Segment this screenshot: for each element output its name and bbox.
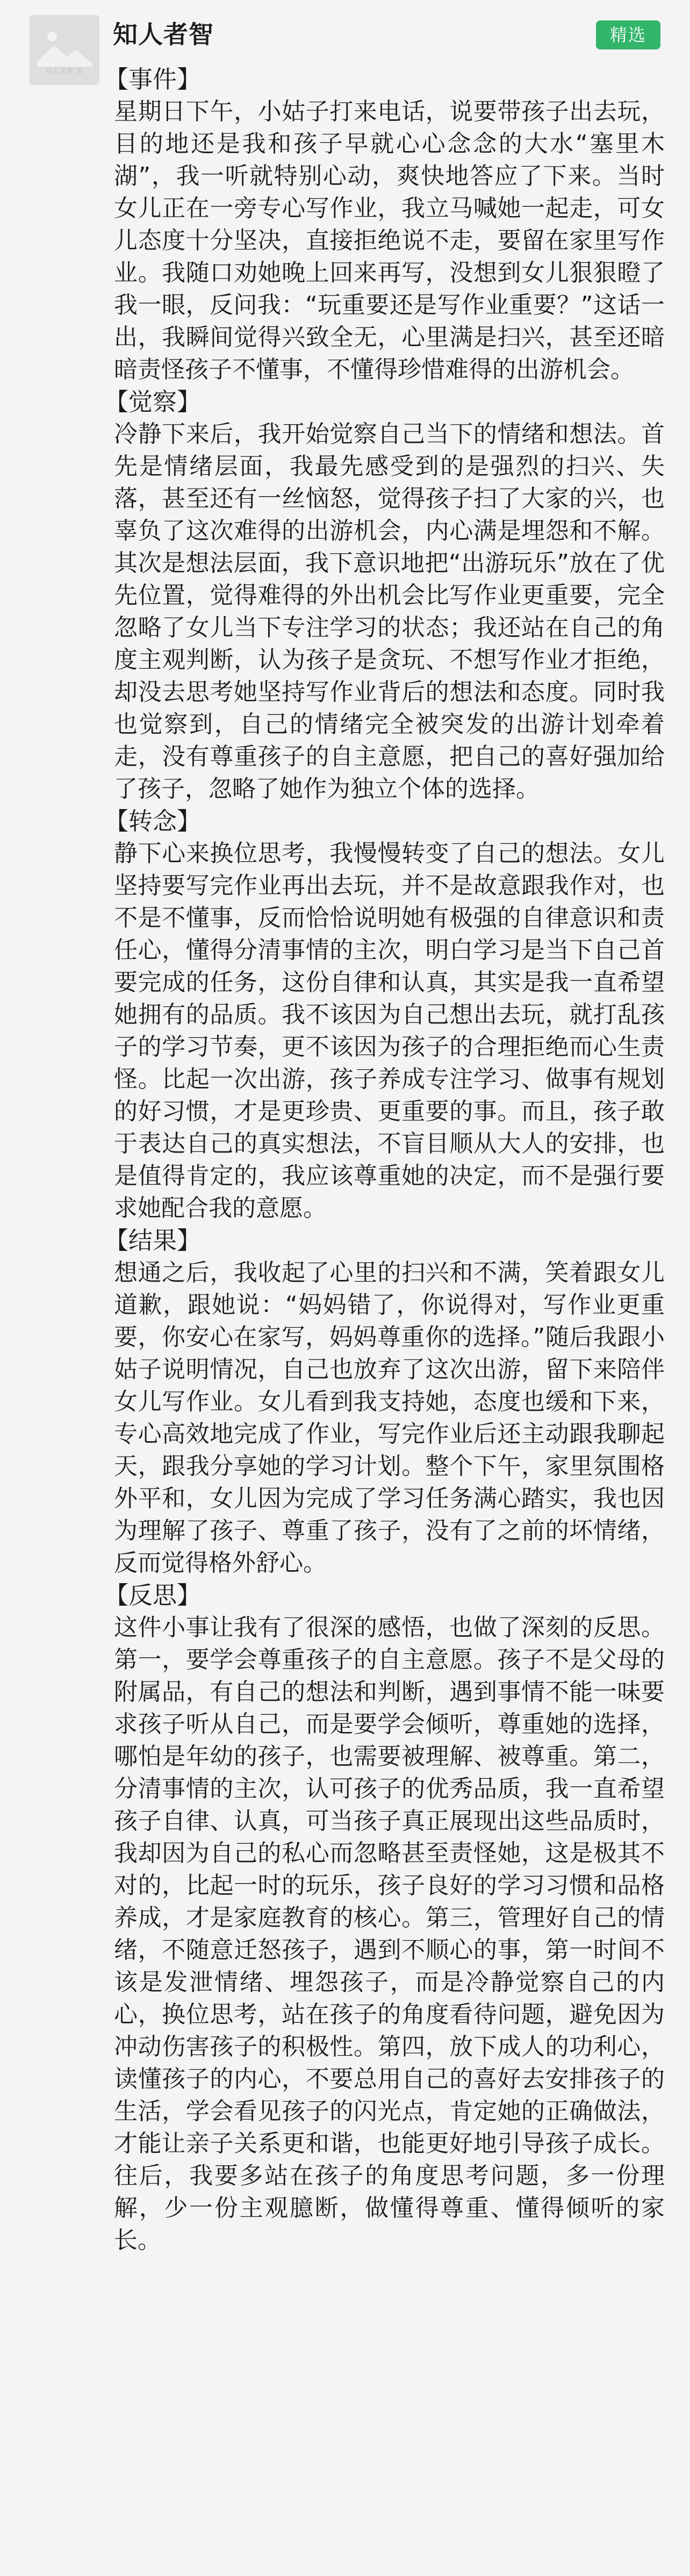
account-name[interactable]: 知人者智: [113, 20, 214, 49]
section-heading: 【转念】: [104, 807, 202, 835]
avatar-caption: 知人者智 智: [46, 67, 83, 75]
section-paragraph: 想通之后，我收起了心里的扫兴和不满，笑着跟女儿道歉，跟她说：“妈妈错了，你说得对，写作业更重要，你安心在家写，妈妈尊重你的选择。”随后我跟小姑子说明情况，自己也放弃了这次出游，留下来陪伴女儿写作业。女儿看到我支持她，态度也缓和下来，专心高效地完成了作业，写完作业后还主动跟我聊起天，跟我分享她的学习计划。整个下午，家里氛围格外平和，女儿因为完成了学习任务满心踏实，我也因为理解了孩子、尊重了孩子，没有了之前的坏情绪，反而觉得格外舒心。: [114, 1259, 665, 1577]
section-heading: 【反思】: [104, 1581, 202, 1609]
post-body: [104, 63, 665, 2257]
section-shift: [104, 805, 665, 1225]
section-paragraph: 冷静下来后，我开始觉察自己当下的情绪和想法。首先是情绪层面，我最先感受到的是强烈的扫兴、失落，甚至还有一丝恼怒，觉得孩子扫了大家的兴，也辜负了这次难得的出游机会，内心满是埋怨和不解。其次是想法层面，我下意识地把“出游玩乐”放在了优先位置，觉得难得的外出机会比写作业更重要，完全忽略了女儿当下专注学习的状态；我还站在自己的角度主观判断，认为孩子是贪玩、不想写作业才拒绝，却没去思考她坚持写作业背后的想法和态度。同时我也觉察到，自己的情绪完全被突发的出游计划牵着走，没有尊重孩子的自主意愿，把自己的喜好强加给了孩子，忽略了她作为独立个体的选择。: [114, 420, 665, 803]
post-header: [0, 0, 690, 75]
section-heading: 【结果】: [104, 1226, 202, 1255]
section-paragraph: 这件小事让我有了很深的感悟，也做了深刻的反思。第一，要学会尊重孩子的自主意愿。孩子不是父母的附属品，有自己的想法和判断，遇到事情不能一味要求孩子听从自己，而是要学会倾听，尊重她的选择，哪怕是年幼的孩子，也需要被理解、被尊重。第二，分清事情的主次，认可孩子的优秀品质，我一直希望孩子自律、认真，可当孩子真正展现出这些品质时，我却因为自己的私心而忽略甚至责怪她，这是极其不对的，比起一时的玩乐，孩子良好的学习习惯和品格养成，才是家庭教育的核心。第三，管理好自己的情绪，不随意迁怒孩子，遇到不顺心的事，第一时间不该是发泄情绪、埋怨孩子，而是冷静觉察自己的内心，换位思考，站在孩子的角度看待问题，避免因为冲动伤害孩子的积极性。第四，放下成人的功利心，读懂孩子的内心，不要总用自己的喜好去安排孩子的生活，学会看见孩子的闪光点，肯定她的正确做法，才能让亲子关系更和谐，也能更好地引导孩子成长。往后，我要多站在孩子的角度思考问题，多一份理解，少一份主观臆断，做懂得尊重、懂得倾听的家长。: [114, 1614, 665, 2254]
section-paragraph: 星期日下午，小姑子打来电话，说要带孩子出去玩，目的地还是我和孩子早就心心念念的大水“塞里木湖”，我一听就特别心动，爽快地答应了下来。当时女儿正在一旁专心写作业，我立马喊她一起走，可女儿态度十分坚决，直接拒绝说不走，要留在家里写作业。我随口劝她晚上回来再写，没想到女儿狠狠瞪了我一眼，反问我：“玩重要还是写作业重要？”这话一出，我瞬间觉得兴致全无，心里满是扫兴，甚至还暗暗责怪孩子不懂事，不懂得珍惜难得的出游机会。: [114, 98, 665, 383]
section-heading: 【事件】: [104, 65, 202, 94]
section-result: [104, 1225, 665, 1579]
featured-badge: 精选: [596, 20, 660, 49]
section-awareness: [104, 386, 665, 805]
account-avatar[interactable]: [30, 15, 99, 85]
section-paragraph: 静下心来换位思考，我慢慢转变了自己的想法。女儿坚持要写完作业再出去玩，并不是故意跟我作对，也不是不懂事，反而恰恰说明她有极强的自律意识和责任心，懂得分清事情的主次，明白学习是当下自己首要完成的任务，这份自律和认真，其实是我一直希望她拥有的品质。我不该因为自己想出去玩，就打乱孩子的学习节奏，更不该因为孩子的合理拒绝而心生责怪。比起一次出游，孩子养成专注学习、做事有规划的好习惯，才是更珍贵、更重要的事。而且，孩子敢于表达自己的真实想法，不盲目顺从大人的安排，也是值得肯定的，我应该尊重她的决定，而不是强行要求她配合我的意愿。: [114, 840, 665, 1222]
section-heading: 【觉察】: [104, 388, 202, 416]
section-event: [104, 63, 665, 386]
section-reflection: [104, 1579, 665, 2257]
